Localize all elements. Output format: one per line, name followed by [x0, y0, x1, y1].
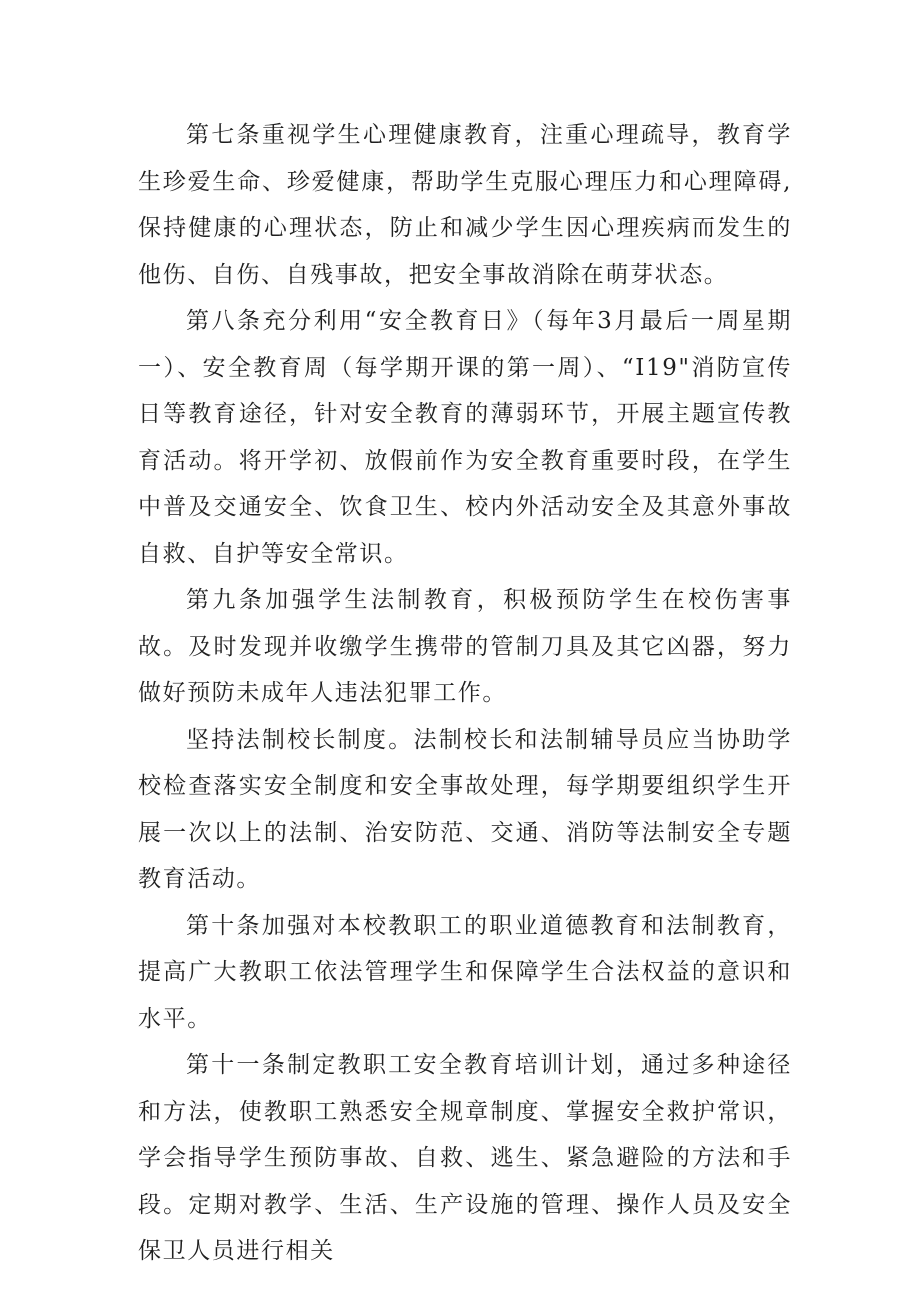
- article-9-paragraph: 第九条加强学生法制教育，积极预防学生在校伤害事故。及时发现并收缴学生携带的管制刀具及其它凶器，努力做好预防未成年人违法犯罪工作。: [138, 587, 792, 706]
- article-11-paragraph: 第十一条制定教职工安全教育培训计划，通过多种途径和方法，使教职工熟悉安全规章制度、掌握安全救护常识，学会指导学生预防事故、自救、逃生、紧急避险的方法和手段。定期对教学、生活、生产设施的管理、操作人员及安全保卫人员进行相关: [138, 1052, 792, 1264]
- document-body: [138, 112, 792, 1275]
- article-7-paragraph: 第七条重视学生心理健康教育，注重心理疏导，教育学生珍爱生命、珍爱健康，帮助学生克服心理压力和心理障碍,保持健康的心理状态，防止和减少学生因心理疾病而发生的他伤、自伤、自残事故，把安全事故消除在萌芽状态。: [138, 122, 792, 288]
- legal-principal-paragraph: 坚持法制校长制度。法制校长和法制辅导员应当协助学校检查落实安全制度和安全事故处理，每学期要组织学生开展一次以上的法制、治安防范、交通、消防等法制安全专题教育活动。: [138, 726, 792, 892]
- article-8-paragraph: 第八条充分利用“安全教育日》（每年3月最后一周星期一）、安全教育周（每学期开课的第一周）、“I19"消防宣传日等教育途径，针对安全教育的薄弱环节，开展主题宣传教育活动。将开学初、放假前作为安全教育重要时段，在学生中普及交通安全、饮食卫生、校内外活动安全及其意外事故自救、自护等安全常识。: [138, 308, 792, 567]
- article-10-paragraph: 第十条加强对本校教职工的职业道德教育和法制教育，提高广大教职工依法管理学生和保障学生合法权益的意识和水平。: [138, 912, 792, 1032]
